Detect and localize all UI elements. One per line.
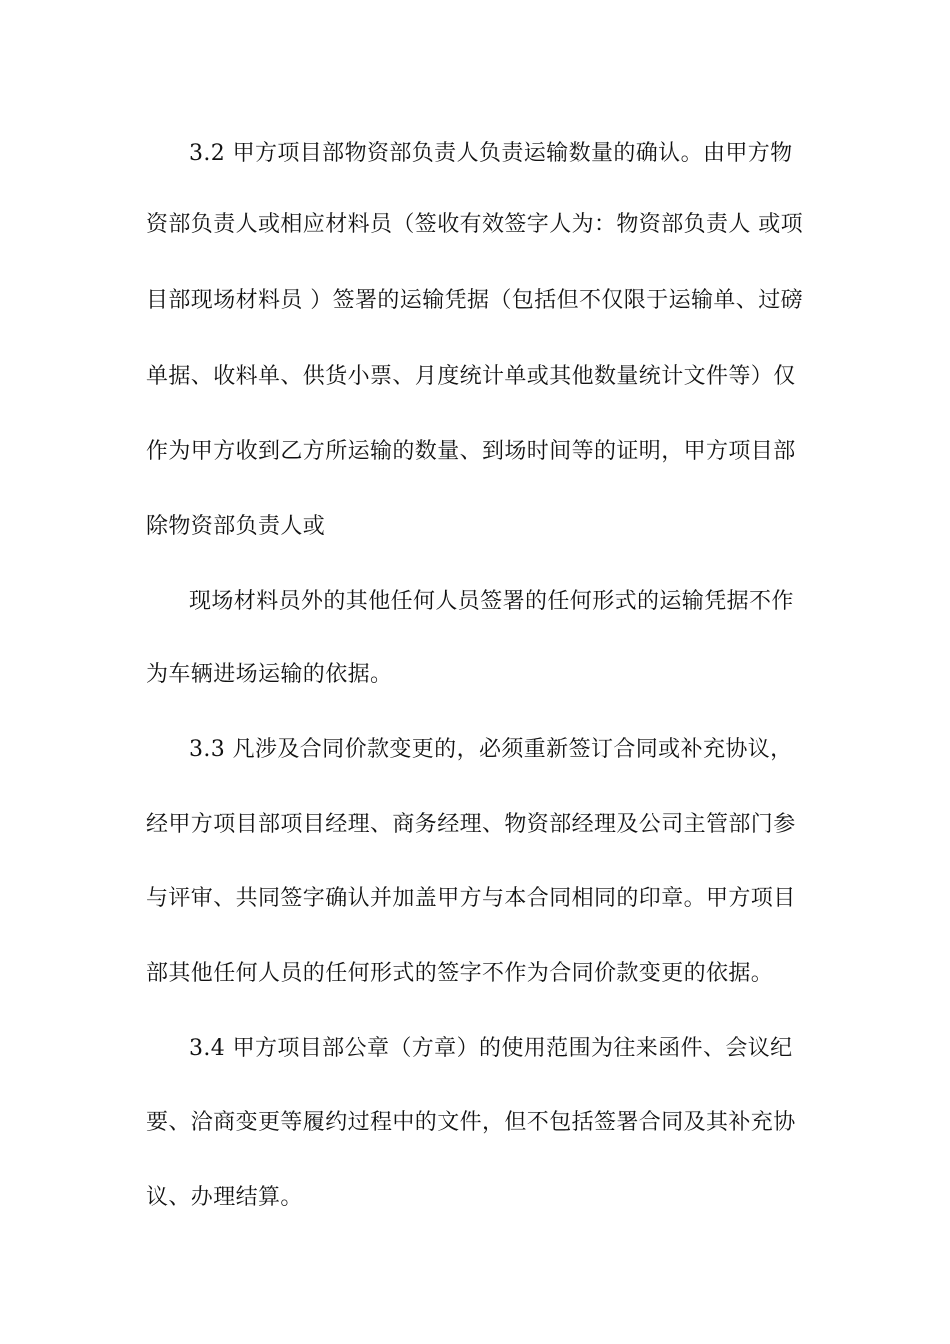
clause-3-3-line-2: 经甲方项目部项目经理、商务经理、物资部经理及公司主管部门参 [146,812,796,837]
clause-3-4-line-2: 要、洽商变更等履约过程中的文件，但不包括签署合同及其补充协 [146,1110,796,1135]
clause-3-3-line-4: 部其他任何人员的任何形式的签字不作为合同价款变更的依据。 [146,961,774,986]
clause-3-2-line-4: 单据、收料单、供货小票、月度统计单或其他数量统计文件等）仅 [146,364,796,389]
clause-3-2-cont-line-2: 为车辆进场运输的依据。 [146,662,393,687]
clause-3-2-cont-line-1: 现场材料员外的其他任何人员签署的任何形式的运输凭据不作 [189,589,794,614]
clause-3-2-line-1: 3.2 甲方项目部物资部负责人负责运输数量的确认。由甲方物 [189,141,793,166]
clause-3-2-line-6: 除物资部负责人或 [146,514,326,539]
clause-3-3-line-3: 与评审、共同签字确认并加盖甲方与本合同相同的印章。甲方项目 [146,886,796,911]
clause-3-2-line-2: 资部负责人或相应材料员（签收有效签字人为：物资部负责人 或项 [146,212,803,237]
clause-3-3-line-1: 3.3 凡涉及合同价款变更的，必须重新签订合同或补充协议， [189,737,793,762]
clause-3-4-line-3: 议、办理结算。 [146,1185,303,1210]
clause-3-2-line-5: 作为甲方收到乙方所运输的数量、到场时间等的证明，甲方项目部 [146,439,796,464]
clause-3-4-line-1: 3.4 甲方项目部公章（方章）的使用范围为往来函件、会议纪 [189,1036,793,1061]
clause-3-2-line-3: 目部现场材料员 ）签署的运输凭据（包括但不仅限于运输单、过磅 [146,288,803,313]
